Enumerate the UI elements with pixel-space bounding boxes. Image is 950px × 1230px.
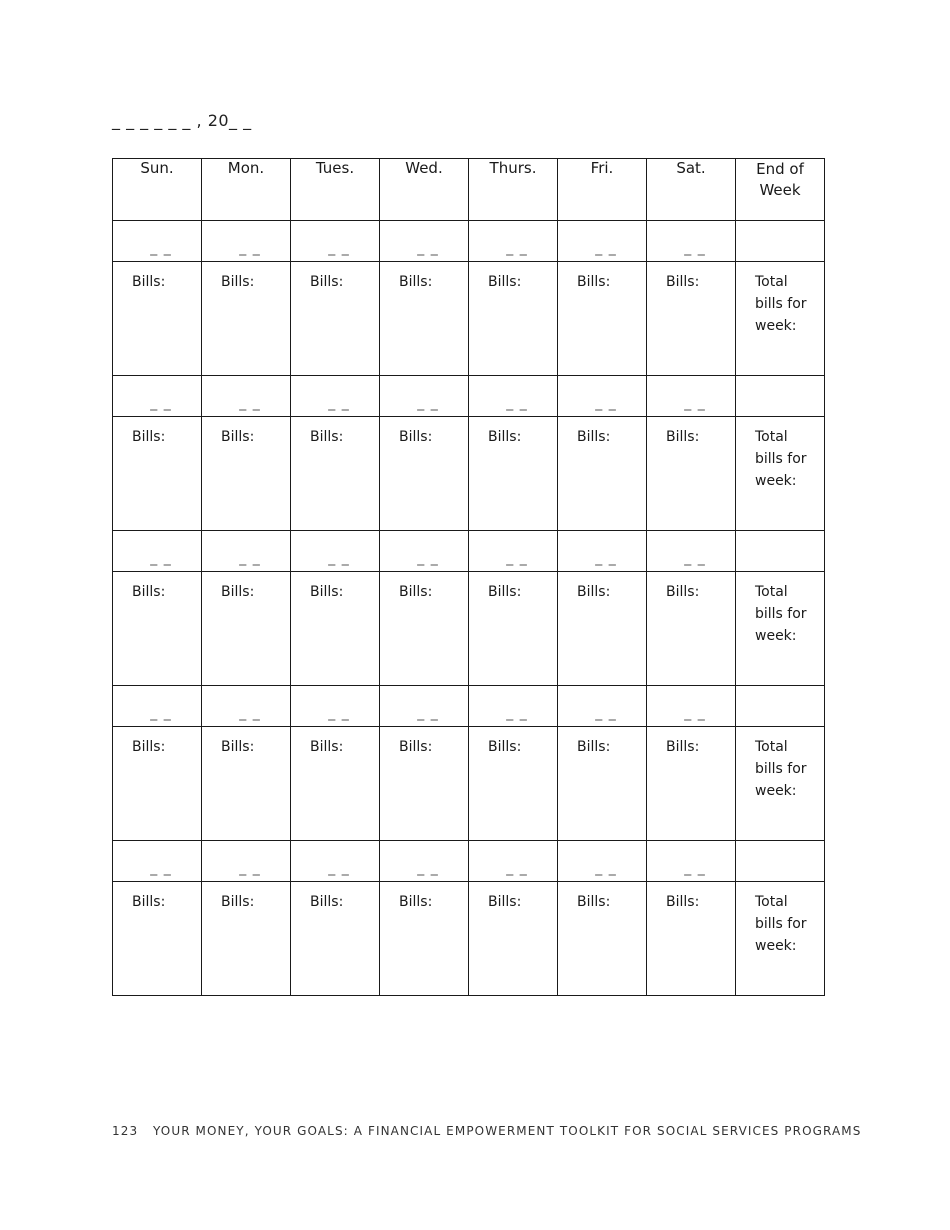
bills-label: Bills: <box>577 274 611 290</box>
total-bills-label-line: bills for <box>755 451 807 467</box>
date-cell-friday[interactable] <box>558 376 647 417</box>
bills-cell-tuesday[interactable] <box>291 262 380 376</box>
date-placeholder: _ _ <box>239 705 261 721</box>
bills-cell-thursday[interactable] <box>469 262 558 376</box>
bills-label: Bills: <box>221 584 255 600</box>
date-cell-tuesday[interactable] <box>291 531 380 572</box>
month-year-blank: _ _ _ _ _ _ , 20_ _ <box>112 111 252 130</box>
date-cell-monday[interactable] <box>202 531 291 572</box>
date-cell-friday[interactable] <box>558 221 647 262</box>
total-bills-label-line: bills for <box>755 916 807 932</box>
date-placeholder: _ _ <box>239 240 261 256</box>
bills-label: Bills: <box>132 894 166 910</box>
bills-label: Bills: <box>666 584 700 600</box>
bills-label: Bills: <box>666 894 700 910</box>
date-placeholder: _ _ <box>150 550 172 566</box>
date-cell-tuesday[interactable] <box>291 221 380 262</box>
bills-label: Bills: <box>488 739 522 755</box>
bills-cell-sunday[interactable] <box>113 727 202 841</box>
date-cell-sunday[interactable] <box>113 221 202 262</box>
date-placeholder: _ _ <box>506 395 528 411</box>
date-cell-sunday[interactable] <box>113 531 202 572</box>
bills-cell-sunday[interactable] <box>113 572 202 686</box>
bills-cell-wednesday[interactable] <box>380 262 469 376</box>
date-cell-sunday[interactable] <box>113 841 202 882</box>
date-cell-wednesday[interactable] <box>380 221 469 262</box>
page-footer <box>112 1124 861 1138</box>
week-3-bills-row <box>113 572 825 686</box>
bills-label: Bills: <box>310 429 344 445</box>
total-bills-label-line: week: <box>755 473 797 489</box>
total-bills-for-week-cell[interactable] <box>736 417 825 531</box>
bills-cell-wednesday[interactable] <box>380 572 469 686</box>
bills-label: Bills: <box>666 274 700 290</box>
week-5-date-row <box>113 841 825 882</box>
bills-cell-tuesday[interactable] <box>291 882 380 996</box>
date-placeholder: _ _ <box>150 240 172 256</box>
footer-title: YOUR MONEY, YOUR GOALS: A FINANCIAL EMPOWERMENT TOOLKIT FOR SOCIAL SERVICES PROGRAMS <box>153 1124 862 1138</box>
bills-cell-friday[interactable] <box>558 417 647 531</box>
date-cell-thursday[interactable] <box>469 221 558 262</box>
date-placeholder: _ _ <box>595 395 617 411</box>
bills-cell-saturday[interactable] <box>647 262 736 376</box>
bills-label: Bills: <box>488 584 522 600</box>
date-placeholder: _ _ <box>150 705 172 721</box>
date-placeholder: _ _ <box>684 240 706 256</box>
total-bills-for-week-cell[interactable] <box>736 727 825 841</box>
total-bills-label-line: week: <box>755 938 797 954</box>
date-placeholder: _ _ <box>328 705 350 721</box>
week-2-bills-row <box>113 417 825 531</box>
end-of-week-date-cell <box>736 531 825 572</box>
date-cell-saturday[interactable] <box>647 531 736 572</box>
date-cell-saturday[interactable] <box>647 221 736 262</box>
date-placeholder: _ _ <box>328 550 350 566</box>
week-4-bills-row <box>113 727 825 841</box>
end-of-week-date-cell <box>736 686 825 727</box>
date-cell-saturday[interactable] <box>647 686 736 727</box>
date-placeholder: _ _ <box>684 860 706 876</box>
end-of-week-date-cell <box>736 221 825 262</box>
date-placeholder: _ _ <box>506 705 528 721</box>
header-monday: Mon. <box>202 159 291 221</box>
date-cell-saturday[interactable] <box>647 841 736 882</box>
end-of-week-date-cell <box>736 376 825 417</box>
date-cell-monday[interactable] <box>202 376 291 417</box>
bills-cell-friday[interactable] <box>558 727 647 841</box>
total-bills-label-line: bills for <box>755 606 807 622</box>
date-cell-wednesday[interactable] <box>380 531 469 572</box>
date-cell-tuesday[interactable] <box>291 376 380 417</box>
total-bills-label-line: Total <box>755 584 788 600</box>
calendar-header-row <box>113 159 825 221</box>
date-cell-monday[interactable] <box>202 221 291 262</box>
date-cell-tuesday[interactable] <box>291 841 380 882</box>
bills-cell-thursday[interactable] <box>469 572 558 686</box>
date-placeholder: _ _ <box>595 860 617 876</box>
date-cell-saturday[interactable] <box>647 376 736 417</box>
bills-label: Bills: <box>310 739 344 755</box>
date-placeholder: _ _ <box>506 240 528 256</box>
date-cell-wednesday[interactable] <box>380 376 469 417</box>
date-cell-sunday[interactable] <box>113 686 202 727</box>
header-tuesday: Tues. <box>291 159 380 221</box>
bills-label: Bills: <box>399 274 433 290</box>
week-1-bills-row <box>113 262 825 376</box>
date-placeholder: _ _ <box>150 395 172 411</box>
bills-cell-thursday[interactable] <box>469 417 558 531</box>
date-cell-thursday[interactable] <box>469 686 558 727</box>
date-cell-friday[interactable] <box>558 686 647 727</box>
bills-label: Bills: <box>577 894 611 910</box>
bills-cell-monday[interactable] <box>202 262 291 376</box>
week-1-date-row <box>113 221 825 262</box>
date-cell-tuesday[interactable] <box>291 686 380 727</box>
page-number: 123 <box>112 1124 139 1138</box>
bills-label: Bills: <box>132 739 166 755</box>
bills-cell-sunday[interactable] <box>113 262 202 376</box>
header-thursday: Thurs. <box>469 159 558 221</box>
total-bills-label-line: Total <box>755 739 788 755</box>
bills-cell-friday[interactable] <box>558 572 647 686</box>
date-placeholder: _ _ <box>684 705 706 721</box>
end-of-week-line2: Week <box>759 181 801 199</box>
bills-label: Bills: <box>488 274 522 290</box>
total-bills-label-line: Total <box>755 429 788 445</box>
end-of-week-line1: End of <box>756 160 804 178</box>
bills-label: Bills: <box>399 894 433 910</box>
date-placeholder: _ _ <box>506 860 528 876</box>
bills-cell-monday[interactable] <box>202 417 291 531</box>
bills-cell-thursday[interactable] <box>469 727 558 841</box>
bills-label: Bills: <box>577 584 611 600</box>
bills-label: Bills: <box>577 739 611 755</box>
date-cell-thursday[interactable] <box>469 841 558 882</box>
bills-cell-thursday[interactable] <box>469 882 558 996</box>
date-placeholder: _ _ <box>239 395 261 411</box>
total-bills-label-line: bills for <box>755 296 807 312</box>
bills-cell-monday[interactable] <box>202 882 291 996</box>
date-placeholder: _ _ <box>417 240 439 256</box>
date-cell-thursday[interactable] <box>469 376 558 417</box>
bills-cell-wednesday[interactable] <box>380 417 469 531</box>
week-4-date-row <box>113 686 825 727</box>
bills-label: Bills: <box>399 429 433 445</box>
header-wednesday: Wed. <box>380 159 469 221</box>
date-placeholder: _ _ <box>150 860 172 876</box>
date-placeholder: _ _ <box>417 860 439 876</box>
bills-cell-saturday[interactable] <box>647 417 736 531</box>
bills-cell-friday[interactable] <box>558 882 647 996</box>
bills-label: Bills: <box>221 894 255 910</box>
total-bills-label-line: Total <box>755 894 788 910</box>
date-cell-monday[interactable] <box>202 686 291 727</box>
date-placeholder: _ _ <box>684 550 706 566</box>
bills-label: Bills: <box>221 274 255 290</box>
bills-label: Bills: <box>399 584 433 600</box>
bills-label: Bills: <box>399 739 433 755</box>
week-2-date-row <box>113 376 825 417</box>
date-cell-monday[interactable] <box>202 841 291 882</box>
date-cell-sunday[interactable] <box>113 376 202 417</box>
date-placeholder: _ _ <box>328 860 350 876</box>
bills-label: Bills: <box>132 584 166 600</box>
date-cell-friday[interactable] <box>558 531 647 572</box>
date-cell-friday[interactable] <box>558 841 647 882</box>
monthly-bill-calendar <box>112 158 825 996</box>
bills-label: Bills: <box>577 429 611 445</box>
bills-label: Bills: <box>132 274 166 290</box>
bills-label: Bills: <box>310 894 344 910</box>
total-bills-label-line: week: <box>755 783 797 799</box>
date-cell-wednesday[interactable] <box>380 841 469 882</box>
total-bills-label-line: bills for <box>755 761 807 777</box>
bills-label: Bills: <box>132 429 166 445</box>
date-placeholder: _ _ <box>417 705 439 721</box>
date-placeholder: _ _ <box>417 395 439 411</box>
bills-cell-monday[interactable] <box>202 572 291 686</box>
total-bills-for-week-cell[interactable] <box>736 262 825 376</box>
bills-cell-tuesday[interactable] <box>291 572 380 686</box>
date-placeholder: _ _ <box>595 705 617 721</box>
total-bills-label-line: week: <box>755 628 797 644</box>
date-placeholder: _ _ <box>328 395 350 411</box>
bills-cell-monday[interactable] <box>202 727 291 841</box>
bills-cell-wednesday[interactable] <box>380 882 469 996</box>
end-of-week-date-cell <box>736 841 825 882</box>
date-placeholder: _ _ <box>239 550 261 566</box>
total-bills-label-line: Total <box>755 274 788 290</box>
date-placeholder: _ _ <box>239 860 261 876</box>
bills-label: Bills: <box>221 429 255 445</box>
bills-cell-tuesday[interactable] <box>291 417 380 531</box>
bills-label: Bills: <box>310 274 344 290</box>
header-end-of-week <box>736 159 825 221</box>
header-saturday: Sat. <box>647 159 736 221</box>
bills-label: Bills: <box>488 894 522 910</box>
header-sunday: Sun. <box>113 159 202 221</box>
bills-cell-saturday[interactable] <box>647 572 736 686</box>
total-bills-for-week-cell[interactable] <box>736 572 825 686</box>
bills-label: Bills: <box>488 429 522 445</box>
date-placeholder: _ _ <box>506 550 528 566</box>
total-bills-label-line: week: <box>755 318 797 334</box>
bills-label: Bills: <box>221 739 255 755</box>
header-friday: Fri. <box>558 159 647 221</box>
calendar-body <box>113 221 825 996</box>
bills-label: Bills: <box>666 429 700 445</box>
bills-cell-tuesday[interactable] <box>291 727 380 841</box>
bills-cell-sunday[interactable] <box>113 882 202 996</box>
bills-label: Bills: <box>666 739 700 755</box>
bills-cell-friday[interactable] <box>558 262 647 376</box>
bills-cell-wednesday[interactable] <box>380 727 469 841</box>
date-placeholder: _ _ <box>595 240 617 256</box>
date-placeholder: _ _ <box>328 240 350 256</box>
date-placeholder: _ _ <box>417 550 439 566</box>
date-placeholder: _ _ <box>595 550 617 566</box>
bills-cell-saturday[interactable] <box>647 727 736 841</box>
total-bills-for-week-cell[interactable] <box>736 882 825 996</box>
bills-cell-saturday[interactable] <box>647 882 736 996</box>
date-cell-thursday[interactable] <box>469 531 558 572</box>
week-5-bills-row <box>113 882 825 996</box>
date-cell-wednesday[interactable] <box>380 686 469 727</box>
bills-cell-sunday[interactable] <box>113 417 202 531</box>
week-3-date-row <box>113 531 825 572</box>
bills-label: Bills: <box>310 584 344 600</box>
date-placeholder: _ _ <box>684 395 706 411</box>
